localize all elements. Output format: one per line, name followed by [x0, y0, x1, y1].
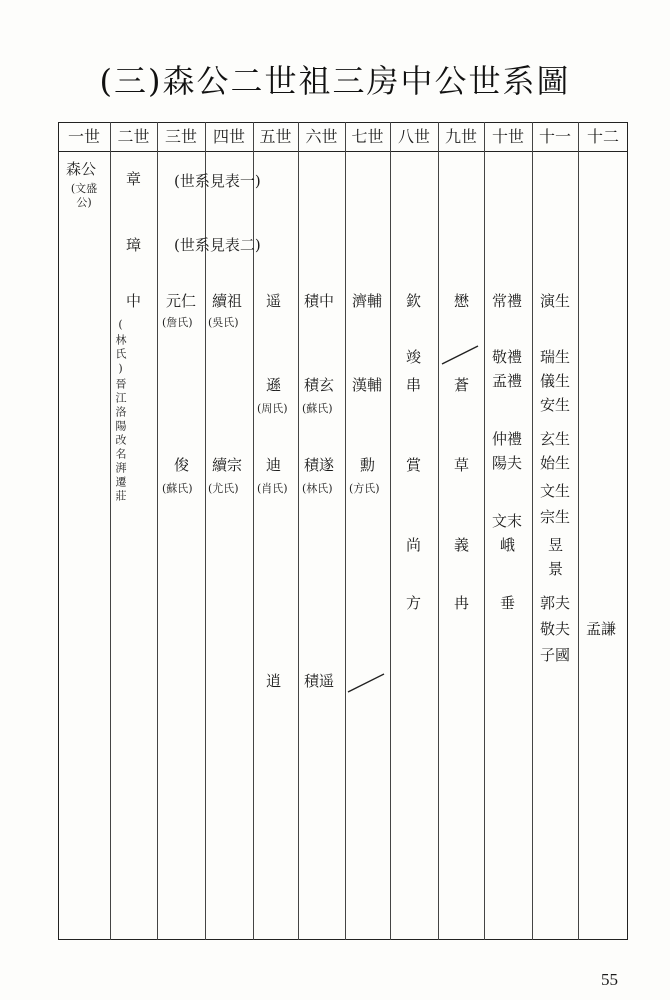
- gen8-fang: 方: [406, 594, 422, 612]
- gen10-jingli: 敬禮: [492, 348, 523, 366]
- gen3-yuanren-note: (詹氏): [162, 316, 193, 329]
- gen4-xuzong-note: (尤氏): [208, 482, 239, 495]
- gen4-xuzu-note: (吳氏): [208, 316, 239, 329]
- gen6-jizhong: 積中: [304, 292, 335, 310]
- gen9-cao: 草: [454, 456, 470, 474]
- gen10-changli: 常禮: [492, 292, 523, 310]
- column-divider: [532, 122, 533, 940]
- gen11-jing: 景: [548, 560, 564, 578]
- gen9-cang: 蒼: [454, 376, 470, 394]
- gen8-shang: 賞: [406, 456, 422, 474]
- gen9-ran: 冉: [454, 594, 470, 612]
- header-gen-8: 八世: [397, 127, 430, 146]
- header-gen-3: 三世: [164, 127, 197, 146]
- gen2-zhong: 中: [126, 292, 142, 310]
- gen1-note: (文盛公): [70, 182, 98, 209]
- gen7-jifu: 濟輔: [352, 292, 383, 310]
- column-divider: [298, 122, 299, 940]
- header-gen-1: 一世: [67, 127, 100, 146]
- reference-table-1: (世系見表一): [174, 172, 261, 190]
- gen2-zhang-2: 璋: [126, 236, 142, 254]
- reference-table-2: (世系見表二): [174, 236, 261, 254]
- column-divider: [157, 122, 158, 940]
- gen8-qin: 欽: [406, 292, 422, 310]
- column-divider: [390, 122, 391, 940]
- header-gen-11: 十一: [538, 127, 571, 146]
- column-divider: [438, 122, 439, 940]
- gen2-zhong-note: (林氏)晉江洛陽改名湃遷莊: [114, 318, 127, 504]
- gen1-name: 森公: [66, 160, 97, 178]
- gen11-zongsheng: 宗生: [540, 508, 571, 526]
- gen11-ziguo: 子國: [540, 646, 571, 664]
- gen9-yi: 義: [454, 536, 470, 554]
- gen4-xuzu: 續祖: [212, 292, 243, 310]
- connector-line: [440, 340, 482, 368]
- gen11-shisheng: 始生: [540, 454, 571, 472]
- column-divider: [484, 122, 485, 940]
- gen2-zhang-1: 章: [126, 170, 142, 188]
- header-gen-9: 九世: [444, 127, 477, 146]
- gen8-chuan: 串: [406, 376, 422, 394]
- gen11-yisheng: 儀生: [540, 372, 571, 390]
- header-gen-10: 十世: [491, 127, 524, 146]
- gen4-xuzong: 續宗: [212, 456, 243, 474]
- gen7-xun-note: (方氏): [349, 482, 380, 495]
- gen11-ansheng: 安生: [540, 396, 571, 414]
- gen6-jisui-note: (林氏): [302, 482, 333, 495]
- gen11-yu: 昱: [548, 536, 564, 554]
- gen5-di-note: (肖氏): [257, 482, 288, 495]
- header-gen-4: 四世: [212, 127, 245, 146]
- gen3-yuanren: 元仁: [166, 292, 197, 310]
- gen11-ruisheng: 瑞生: [540, 348, 571, 366]
- gen10-mengli: 孟禮: [492, 372, 523, 390]
- gen5-xiao: 逍: [266, 672, 282, 690]
- gen5-xun: 遜: [266, 376, 282, 394]
- header-gen-7: 七世: [351, 127, 384, 146]
- column-divider: [345, 122, 346, 940]
- gen12-mengqian: 孟謙: [586, 620, 617, 638]
- gen6-jisui: 積遂: [304, 456, 335, 474]
- gen7-hanfu: 漢輔: [352, 376, 383, 394]
- column-divider: [110, 122, 111, 940]
- gen11-guofu: 郭夫: [540, 594, 571, 612]
- header-gen-5: 五世: [259, 127, 292, 146]
- gen5-yao: 遥: [266, 292, 282, 310]
- gen10-wenmo: 文末: [492, 512, 523, 530]
- header-gen-12: 十二: [586, 127, 619, 146]
- gen10-e: 峨: [500, 536, 516, 554]
- gen9-mao: 懋: [454, 292, 470, 310]
- gen7-xun: 勳: [360, 456, 376, 474]
- gen3-jun: 俊: [174, 456, 190, 474]
- column-divider: [578, 122, 579, 940]
- gen6-jiyao: 積遥: [304, 672, 335, 690]
- gen10-yangfu: 陽夫: [492, 454, 523, 472]
- gen10-chui: 垂: [500, 594, 516, 612]
- connector-line: [346, 668, 388, 696]
- genealogy-table: [58, 122, 628, 940]
- gen10-zhongli: 仲禮: [492, 430, 523, 448]
- gen3-jun-note: (蘇氏): [162, 482, 193, 495]
- gen11-wensheng: 文生: [540, 482, 571, 500]
- gen6-jixuan: 積玄: [304, 376, 335, 394]
- header-gen-2: 二世: [117, 127, 150, 146]
- gen11-yansheng: 演生: [540, 292, 571, 310]
- gen5-xun-note: (周氏): [257, 402, 288, 415]
- gen11-xuansheng: 玄生: [540, 430, 571, 448]
- page-title: (三)森公二世祖三房中公世系圖: [99, 62, 571, 100]
- header-gen-6: 六世: [305, 127, 338, 146]
- page-number: 55: [601, 970, 618, 989]
- gen5-di: 迪: [266, 456, 282, 474]
- gen6-jixuan-note: (蘇氏): [302, 402, 333, 415]
- gen8-jun: 竣: [406, 348, 422, 366]
- gen11-jingfu: 敬夫: [540, 620, 571, 638]
- gen8-shang-2: 尚: [406, 536, 422, 554]
